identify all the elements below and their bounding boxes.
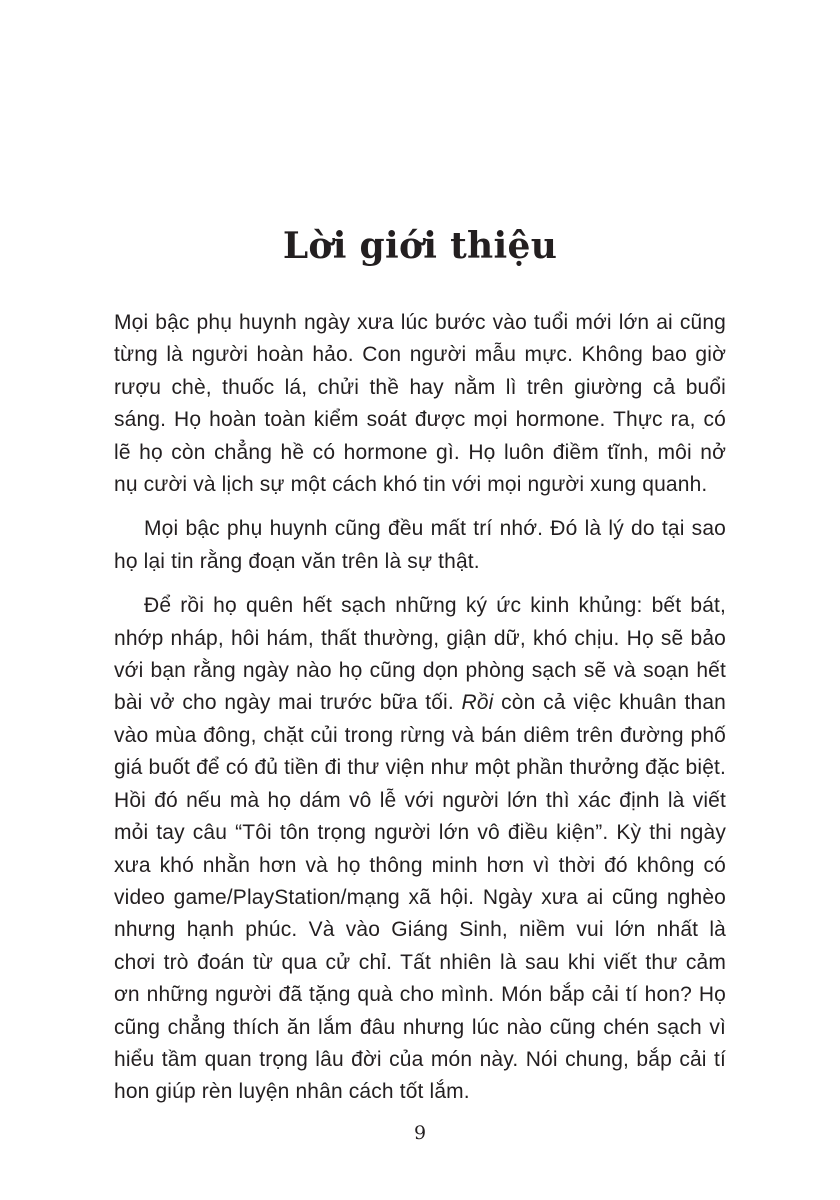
text-line: Hồi đó nếu mà họ dám vô lễ với người lớn thì xác định là viết bbox=[114, 788, 726, 812]
paragraph bbox=[114, 307, 726, 501]
italic-emphasis: Rồi bbox=[461, 691, 494, 715]
chapter-title: Lời giới thiệu bbox=[282, 225, 558, 268]
text-line: Mọi bậc phụ huynh cũng đều mất trí nhớ. Đó là lý do tại sao bbox=[144, 517, 726, 541]
text-line: ơn những người đã tặng quà cho mình. Món bắp cải tí hon? Họ bbox=[114, 983, 726, 1007]
text-line: rượu chè, thuốc lá, chửi thề hay nằm lì trên giường cả buổi bbox=[114, 375, 726, 399]
text-line: lẽ họ còn chẳng hề có hormone gì. Họ luôn điềm tĩnh, môi nở bbox=[114, 440, 726, 464]
paragraph bbox=[114, 513, 726, 578]
text-line: hiểu tầm quan trọng lâu đời của món này. Nói chung, bắp cải tí bbox=[114, 1047, 726, 1071]
text-line: chơi trò đoán từ qua cử chỉ. Tất nhiên là sau khi viết thư cảm bbox=[114, 950, 726, 974]
text-line: cũng chẳng thích ăn lắm đâu nhưng lúc nào cũng chén sạch vì bbox=[114, 1015, 726, 1039]
text-line: mỏi tay câu “Tôi tôn trọng người lớn vô điều kiện”. Kỳ thi ngày bbox=[114, 821, 726, 845]
text-line: Mọi bậc phụ huynh ngày xưa lúc bước vào tuổi mới lớn ai cũng bbox=[114, 311, 726, 334]
text-line: với bạn rằng ngày nào họ cũng dọn phòng sạch sẽ và soạn hết bbox=[114, 659, 726, 683]
body-text bbox=[114, 307, 726, 1121]
text-line: vào mùa đông, chặt củi trong rừng và bán diêm trên đường phố bbox=[114, 723, 726, 747]
text-line: từng là người hoàn hảo. Con người mẫu mực. Không bao giờ bbox=[114, 343, 726, 367]
text-line: Để rồi họ quên hết sạch những ký ức kinh khủng: bết bát, bbox=[144, 594, 726, 618]
text-line: hon giúp rèn luyện nhân cách tốt lắm. bbox=[114, 1080, 470, 1104]
text-line: video game/PlayStation/mạng xã hội. Ngày xưa ai cũng nghèo bbox=[114, 885, 726, 909]
paragraph bbox=[114, 590, 726, 1109]
text-line: xưa khó nhằn hơn và họ thông minh hơn vì thời đó không có bbox=[114, 853, 726, 877]
text-line: nụ cười và lịch sự một cách khó tin với mọi người xung quanh. bbox=[114, 473, 708, 497]
page-number: 9 bbox=[413, 1122, 427, 1144]
text-line: giá buốt để có đủ tiền đi thư viện như một phần thưởng đặc biệt. bbox=[114, 756, 726, 780]
text-line: nhưng hạnh phúc. Và vào Giáng Sinh, niềm vui lớn nhất là bbox=[114, 918, 726, 942]
text-line: sáng. Họ hoàn toàn kiểm soát được mọi hormone. Thực ra, có bbox=[114, 408, 726, 432]
text-line: bài vở cho ngày mai trước bữa tối. Rồi còn cả việc khuân than bbox=[114, 691, 726, 715]
text-line: họ lại tin rằng đoạn văn trên là sự thật. bbox=[114, 549, 480, 573]
text-line: nhớp nháp, hôi hám, thất thường, giận dữ, khó chịu. Họ sẽ bảo bbox=[114, 626, 726, 650]
